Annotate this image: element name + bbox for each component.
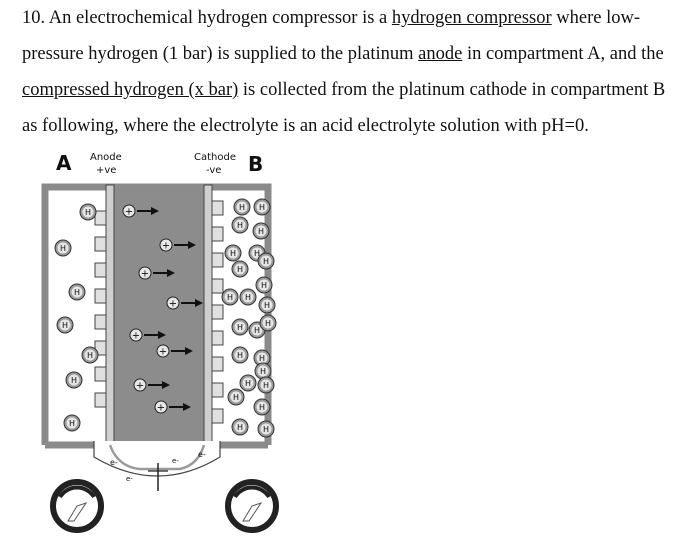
text-segment: in compartment A, and the [462, 44, 664, 64]
question-line-1 [22, 0, 682, 36]
pressure-gauge-left-icon [53, 482, 101, 530]
hydrogen-molecule [254, 399, 270, 415]
hydrogen-label: H [258, 403, 266, 412]
hydrogen-label: H [264, 319, 272, 328]
hydrogen-molecule [64, 415, 80, 431]
external-circuit [94, 441, 220, 491]
electron-label: e- [126, 475, 133, 483]
hydrogen-label: H [229, 249, 237, 258]
hydrogen-label: H [236, 351, 244, 360]
proton-label: + [161, 240, 171, 252]
label-anode-sign: +ve [96, 165, 117, 176]
link-compressed-hydrogen[interactable]: compressed hydrogen (x bar) [22, 80, 239, 100]
link-anode[interactable]: anode [418, 44, 463, 64]
hydrogen-molecule [222, 289, 238, 305]
hydrogen-label: H [236, 265, 244, 274]
proton-label: + [131, 330, 141, 342]
hydrogen-label: H [244, 293, 252, 302]
electron-label: e- [110, 458, 118, 467]
proton-label: + [124, 206, 134, 218]
hydrogen-label: H [244, 379, 252, 388]
label-compartment-b: B [248, 152, 264, 176]
hydrogen-label: H [68, 419, 76, 428]
hydrogen-molecule [258, 377, 274, 393]
hydrogen-molecule [234, 199, 250, 215]
hydrogen-label: H [73, 288, 81, 297]
hydrogen-molecule [255, 363, 271, 379]
hydrogen-molecule [66, 372, 82, 388]
text-segment: is collected from the platinum cathode in compartment B [238, 80, 666, 100]
proton-label: + [168, 298, 178, 310]
proton-label: + [135, 380, 145, 392]
hydrogen-label: H [258, 203, 266, 212]
label-anode: Anode [90, 152, 122, 163]
hydrogen-molecule [228, 389, 244, 405]
proton-label: + [156, 402, 166, 414]
hydrogen-label: H [262, 257, 270, 266]
hydrogen-label: H [84, 208, 92, 217]
hydrogen-label: H [262, 425, 270, 434]
hydrogen-molecule [258, 421, 274, 437]
pressure-gauge-right-icon [228, 482, 276, 530]
question-line-4: as following, where the electrolyte is an acid electrolyte solution with pH=0. [22, 116, 589, 136]
question-line-3 [22, 72, 682, 108]
proton-label: + [140, 268, 150, 280]
hydrogen-label: H [257, 227, 265, 236]
hydrogen-molecule [260, 315, 276, 331]
hydrogen-molecule [240, 375, 256, 391]
text-segment: An electrochemical hydrogen compressor is a [48, 8, 392, 28]
hydrogen-molecule [256, 277, 272, 293]
hydrogen-label: H [238, 203, 246, 212]
label-compartment-a: A [56, 151, 72, 175]
compressor-diagram [30, 145, 290, 540]
electron-label: e- [172, 457, 179, 465]
text-segment: where low- [551, 8, 641, 28]
hydrogen-label: H [232, 393, 240, 402]
question-text [22, 0, 682, 144]
hydrogen-label: H [236, 323, 244, 332]
hydrogen-label: H [61, 321, 69, 330]
hydrogen-molecule [225, 245, 241, 261]
hydrogen-label: H [86, 351, 94, 360]
hydrogen-label: H [262, 381, 270, 390]
hydrogen-label: H [258, 354, 266, 363]
hydrogen-molecule [259, 297, 275, 313]
hydrogen-label: H [253, 326, 261, 335]
hydrogen-molecule [232, 319, 248, 335]
hydrogen-molecule [232, 217, 248, 233]
hydrogen-molecule [258, 253, 274, 269]
hydrogen-label: H [226, 293, 234, 302]
question-line-2 [22, 36, 682, 72]
text-segment: pressure hydrogen (1 bar) is supplied to the platinum [22, 44, 419, 64]
anode-electrode [95, 185, 114, 443]
hydrogen-label: H [70, 376, 78, 385]
link-hydrogen-compressor[interactable]: hydrogen compressor [391, 8, 552, 28]
hydrogen-molecule [57, 317, 73, 333]
question-number: 10. [22, 8, 46, 28]
hydrogen-label: H [253, 249, 261, 258]
hydrogen-label: H [259, 367, 267, 376]
label-cathode: Cathode [194, 152, 236, 163]
hydrogen-molecule [240, 289, 256, 305]
hydrogen-label: H [263, 301, 271, 310]
cathode-electrode [204, 185, 223, 443]
hydrogen-molecule [82, 347, 98, 363]
hydrogen-label: H [260, 281, 268, 290]
hydrogen-molecule [253, 223, 269, 239]
hydrogen-molecule [80, 204, 96, 220]
hydrogen-molecule [254, 199, 270, 215]
label-cathode-sign: -ve [206, 165, 222, 176]
proton-label: + [158, 346, 168, 358]
hydrogen-label: H [59, 244, 67, 253]
hydrogen-molecule [69, 284, 85, 300]
hydrogen-label: H [236, 221, 244, 230]
hydrogen-molecule [55, 240, 71, 256]
hydrogen-molecule [232, 261, 248, 277]
hydrogen-molecule [232, 419, 248, 435]
hydrogen-molecule [232, 347, 248, 363]
electron-label: e- [198, 450, 206, 459]
hydrogen-label: H [236, 423, 244, 432]
